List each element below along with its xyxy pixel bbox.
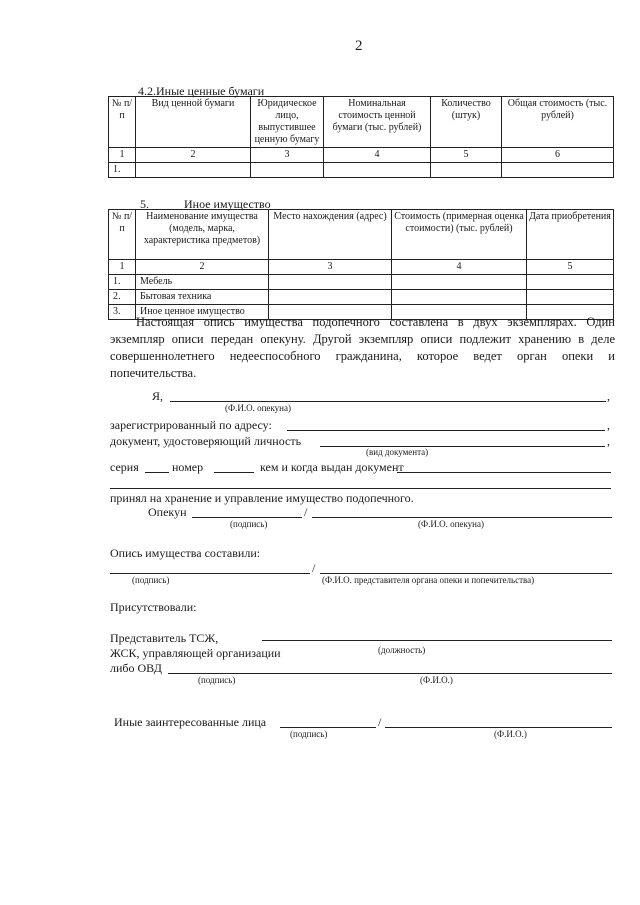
col-header: Вид ценной бумаги: [136, 97, 251, 148]
table-cell: 3: [251, 148, 324, 163]
compiled-label: Опись имущества составили:: [110, 546, 261, 560]
number-label: номер: [172, 460, 204, 474]
col-header: Наименование имущества (модель, марка, характеристика предметов): [136, 210, 269, 260]
rep-hint: (Ф.И.О. представителя органа опеки и попечительства): [322, 575, 535, 585]
comma: ,: [607, 418, 610, 432]
others-label: Иные заинтересованные лица: [114, 715, 267, 729]
fio-hint: (Ф.И.О.): [494, 729, 527, 739]
col-header: Стоимость (примерная оценка стоимости) (тыс. рублей): [392, 210, 527, 260]
col-header: № п/п: [109, 210, 136, 260]
others-fio-line[interactable]: [385, 727, 612, 728]
fio-guardian-hint: (Ф.И.О. опекуна): [225, 403, 291, 413]
series-label: серия: [110, 460, 139, 474]
compiler-fio-line[interactable]: [320, 573, 612, 574]
id-doc-label: документ, удостоверяющий личность: [110, 434, 302, 448]
table-cell: 4: [324, 148, 431, 163]
col-header: Номинальная стоимость ценной бумаги (тыс. рублей): [324, 97, 431, 148]
rep-line-1[interactable]: [262, 640, 612, 641]
issued-label: кем и когда выдан документ: [260, 460, 404, 474]
fio-guardian-line[interactable]: [170, 401, 606, 402]
table-cell: 6: [502, 148, 614, 163]
table-cell: Бытовая техника: [136, 290, 269, 305]
issued-line[interactable]: [397, 472, 611, 473]
col-header: Место нахождения (адрес): [269, 210, 392, 260]
table-cell: 2: [136, 260, 269, 275]
registered-label: зарегистрированный по адресу:: [110, 418, 272, 432]
table-cell: 5: [431, 148, 502, 163]
compiler-signature-line[interactable]: [110, 573, 310, 574]
col-header: Количество (штук): [431, 97, 502, 148]
table-cell: 2: [136, 148, 251, 163]
rep-tsj-line-1: Представитель ТСЖ,: [110, 631, 219, 645]
position-hint: (должность): [378, 645, 426, 655]
doc-kind-hint: (вид документа): [366, 447, 429, 457]
table-row: [109, 148, 614, 163]
table-cell: 1: [109, 148, 136, 163]
table-cell: 1: [109, 260, 136, 275]
signature-hint: (подпись): [290, 729, 328, 739]
guardian-signature-line[interactable]: [192, 517, 302, 518]
rep-line-2[interactable]: [168, 673, 612, 674]
comma: ,: [607, 389, 610, 403]
slash: /: [378, 715, 382, 729]
table-row: [109, 290, 614, 305]
signature-hint: (подпись): [198, 675, 236, 685]
signature-hint: (подпись): [230, 519, 268, 529]
slash: /: [304, 505, 308, 519]
inventory-paragraph: Настоящая опись имущества подопечного составлена в двух экземплярах. Один экземпляр описи передан опекуну. Другой экземпляр описи подлежит хранению в деле совершеннолетнего недееспособного гражданина, которое ведет орган опеки и попечительства.: [110, 315, 615, 380]
accepted-text: принял на хранение и управление имущество подопечного.: [110, 491, 414, 505]
rep-tsj-line-2: ЖСК, управляющей организации: [110, 646, 281, 660]
table-cell: 5: [527, 260, 614, 275]
issued-line-2[interactable]: [110, 488, 611, 489]
rep-tsj-line-3: либо ОВД: [110, 661, 162, 675]
table-cell: Мебель: [136, 275, 269, 290]
fio-hint: (Ф.И.О.): [420, 675, 453, 685]
ya-label: Я,: [152, 389, 164, 403]
table-row: [109, 275, 614, 290]
col-header: Юридическое лицо, выпустившее ценную бумагу: [251, 97, 324, 148]
table-cell: 1.: [109, 275, 136, 290]
table-cell: 3.: [109, 305, 136, 320]
others-signature-line[interactable]: [280, 727, 376, 728]
signature-hint: (подпись): [132, 575, 170, 585]
address-line[interactable]: [287, 430, 605, 431]
section-5-title: Иное имущество: [184, 197, 271, 211]
table-cell: 1.: [109, 163, 136, 178]
section-5-number: 5.: [140, 197, 149, 211]
number-line[interactable]: [214, 472, 254, 473]
col-header: № п/п: [109, 97, 136, 148]
col-header: Дата приобретения: [527, 210, 614, 260]
securities-table: [108, 96, 614, 178]
table-cell: Иное ценное имущество: [136, 305, 269, 320]
id-doc-line[interactable]: [320, 446, 605, 447]
slash: /: [312, 561, 316, 575]
table-cell: 2.: [109, 290, 136, 305]
guardian-fio-line[interactable]: [312, 517, 612, 518]
table-cell: 4: [392, 260, 527, 275]
table-row: [109, 260, 614, 275]
table-cell: 3: [269, 260, 392, 275]
comma: ,: [607, 434, 610, 448]
series-line[interactable]: [145, 472, 169, 473]
fio-guardian-hint-2: (Ф.И.О. опекуна): [418, 519, 484, 529]
present-label: Присутствовали:: [110, 600, 197, 614]
table-row: [109, 163, 614, 178]
section-4-2-title: 4.2.Иные ценные бумаги: [138, 84, 265, 98]
page-number: 2: [355, 38, 363, 54]
property-table: [108, 209, 614, 320]
guardian-label: Опекун: [148, 505, 187, 519]
col-header: Общая стоимость (тыс. рублей): [502, 97, 614, 148]
